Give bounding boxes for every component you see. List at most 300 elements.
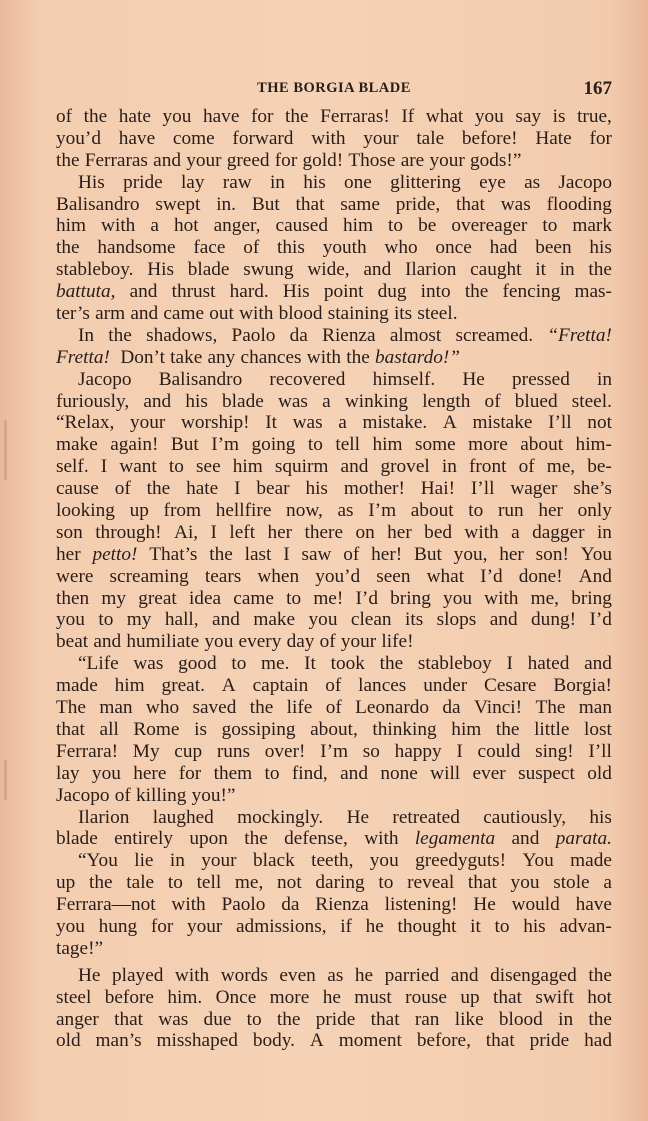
word: The — [535, 697, 566, 719]
word: that — [295, 193, 325, 215]
word: screaming — [109, 565, 189, 587]
word: body. — [252, 1030, 295, 1052]
word: your — [363, 127, 399, 149]
word: steel — [56, 986, 92, 1008]
text-line — [56, 807, 612, 829]
word: the — [56, 149, 80, 171]
word: the — [83, 106, 108, 127]
text-line — [56, 522, 612, 544]
word: that — [114, 1008, 144, 1030]
word: tale — [126, 872, 155, 894]
word: when — [257, 565, 300, 587]
word: with — [239, 303, 274, 325]
word: his — [305, 478, 328, 500]
word: blued — [514, 390, 558, 412]
word: her — [387, 521, 412, 543]
word: Those — [348, 149, 396, 171]
word: old — [587, 762, 612, 784]
word: in — [269, 171, 285, 193]
word: a — [338, 412, 347, 434]
word: He — [462, 368, 485, 390]
word: was — [292, 412, 323, 434]
word: your — [340, 631, 377, 653]
word: point — [323, 281, 364, 303]
word: like — [454, 1008, 484, 1030]
word: little — [534, 718, 570, 740]
word: due — [203, 1008, 232, 1030]
word: steel. — [417, 303, 458, 325]
word: you — [369, 850, 399, 872]
word: moment — [338, 1030, 402, 1052]
word: me, — [546, 456, 576, 478]
word: I’ll — [588, 740, 612, 762]
word: blade — [187, 259, 230, 281]
word: I — [234, 478, 241, 500]
word: you — [56, 915, 85, 937]
word: his — [523, 915, 546, 937]
word: with — [464, 521, 499, 543]
word: you — [443, 587, 472, 609]
text-line — [56, 588, 612, 610]
word: pride, — [395, 193, 441, 215]
word: him. — [167, 986, 203, 1008]
word: him — [56, 215, 86, 237]
word: words — [220, 964, 268, 986]
word: great — [138, 587, 177, 609]
word: “Life — [78, 653, 119, 675]
word: make — [56, 434, 98, 456]
word: Hate — [535, 127, 572, 149]
word: But — [414, 543, 442, 565]
word: and — [130, 303, 159, 325]
word: have — [202, 106, 240, 127]
word: not — [587, 412, 612, 434]
word: fencing — [502, 281, 561, 303]
word: retreated — [392, 806, 460, 828]
word: here — [133, 762, 167, 784]
word: so — [362, 740, 380, 762]
word: chances — [240, 346, 302, 368]
word: shadows, — [146, 324, 218, 346]
word: Leonardo — [355, 697, 430, 719]
word: entirely — [114, 828, 173, 850]
word: gossiping — [221, 718, 296, 740]
text-line — [56, 259, 612, 281]
word: you’d — [315, 565, 361, 587]
word: Ai, — [174, 521, 199, 543]
word: and — [93, 631, 122, 653]
word: wide, — [307, 259, 350, 281]
word: in — [597, 368, 612, 390]
word: of — [343, 543, 360, 565]
word: that — [467, 872, 497, 894]
word: swift — [535, 986, 574, 1008]
word: about — [410, 500, 454, 522]
text-line — [56, 566, 612, 588]
word: stableboy — [417, 653, 492, 675]
word: that — [456, 193, 485, 215]
word: mas- — [574, 281, 612, 303]
word: to — [98, 609, 114, 631]
word: come — [172, 127, 215, 149]
word: good — [178, 653, 217, 675]
word: I’m — [320, 740, 348, 762]
word: me. — [261, 653, 290, 675]
word: suspect — [518, 762, 575, 784]
word: screamed. — [455, 324, 534, 346]
word: man — [99, 697, 133, 719]
word: her — [267, 521, 293, 543]
word: that — [56, 718, 85, 740]
word: your — [186, 915, 223, 937]
word: But — [170, 434, 199, 456]
word: this — [277, 237, 305, 259]
word: swung — [243, 259, 294, 281]
word: that — [485, 1030, 515, 1052]
text-line — [56, 281, 612, 303]
word: be — [418, 215, 437, 237]
word: happy — [394, 740, 442, 762]
word: forward — [232, 127, 294, 149]
text-line — [56, 544, 612, 566]
word: is — [552, 106, 566, 127]
word: true, — [577, 106, 612, 127]
text-line — [56, 653, 612, 675]
word: be- — [587, 456, 612, 478]
word: tears — [204, 565, 242, 587]
word: greed — [226, 149, 270, 171]
text-line — [56, 412, 612, 434]
word: must — [354, 986, 392, 1008]
word: been — [535, 237, 572, 259]
word: a — [603, 872, 612, 894]
word: Rienza — [322, 324, 376, 346]
word: then — [56, 587, 90, 609]
text-line — [56, 194, 612, 216]
word: the — [244, 828, 268, 850]
word: that — [493, 986, 522, 1008]
word: I’d — [589, 609, 612, 631]
word: to — [246, 1008, 262, 1030]
word: sing! — [535, 740, 574, 762]
word: mark — [572, 215, 612, 237]
word: some — [414, 434, 456, 456]
text-line — [56, 916, 612, 938]
word: the — [285, 106, 309, 127]
word: It — [304, 653, 316, 675]
word: of — [518, 456, 535, 478]
word: bring — [390, 587, 431, 609]
word: lay — [56, 762, 80, 784]
word: teeth, — [311, 850, 354, 872]
text-line — [56, 434, 612, 456]
text-line — [56, 369, 612, 391]
word: I’d — [355, 587, 378, 609]
word: In — [78, 324, 95, 346]
word: was — [500, 193, 531, 215]
word: A — [221, 675, 236, 697]
word: with — [364, 828, 399, 850]
word: made — [56, 675, 98, 697]
word: and — [584, 653, 612, 675]
word: you’d — [56, 127, 101, 149]
word: of — [243, 237, 260, 259]
word: battuta, — [56, 281, 116, 303]
word: same — [340, 193, 380, 215]
word: eye — [479, 171, 506, 193]
word: handsome — [97, 237, 176, 259]
word: as — [337, 500, 354, 522]
word: who — [145, 697, 180, 719]
word: him — [114, 675, 145, 697]
word: Ferrara! — [56, 740, 119, 762]
word: disengaged — [490, 964, 577, 986]
word: that — [370, 1008, 400, 1030]
word: He — [473, 894, 496, 916]
word: Fretta! — [56, 346, 110, 368]
word: Balisandro — [56, 193, 140, 215]
word: blood — [498, 1008, 543, 1030]
word: in — [441, 456, 457, 478]
word: his — [589, 806, 612, 828]
word: to — [168, 456, 184, 478]
word: daring — [315, 872, 365, 894]
word: him- — [575, 434, 612, 456]
word: a — [150, 215, 159, 237]
text-line — [56, 850, 612, 872]
word: came — [233, 587, 274, 609]
word: hot — [173, 215, 199, 237]
word: gold! — [302, 149, 344, 171]
word: with — [306, 346, 342, 368]
word: “You — [78, 850, 118, 872]
body-text — [56, 106, 612, 1052]
word: for — [178, 762, 202, 784]
word: self. — [56, 456, 89, 478]
word: the — [379, 653, 404, 675]
word: with — [484, 587, 519, 609]
word: what — [425, 106, 464, 127]
word: I — [210, 521, 217, 543]
word: its — [393, 303, 413, 325]
word: for — [589, 127, 612, 149]
word: clean — [350, 609, 392, 631]
word: and — [129, 281, 158, 303]
word: A — [442, 412, 457, 434]
word: before! — [461, 127, 518, 149]
word: with — [311, 127, 346, 149]
word: could — [477, 740, 521, 762]
word: to — [231, 653, 247, 675]
word: have — [118, 127, 156, 149]
word: his — [303, 171, 326, 193]
word: Jacopo — [558, 171, 612, 193]
word: But — [251, 193, 280, 215]
word: will — [430, 762, 461, 784]
word: reveal — [407, 872, 455, 894]
word: played — [112, 964, 164, 986]
word: his — [589, 237, 612, 259]
word: left — [229, 521, 256, 543]
word: lay — [180, 171, 205, 193]
word: glittering — [390, 171, 461, 193]
word: mockingly. — [237, 806, 324, 828]
word: to — [264, 762, 280, 784]
word: looking — [56, 500, 115, 522]
word: laughed — [152, 806, 214, 828]
word: I — [506, 653, 513, 675]
word: Vinci! — [473, 697, 523, 719]
text-line — [56, 347, 612, 369]
word: to — [542, 215, 558, 237]
word: Balisandro — [158, 368, 243, 390]
word: “Relax, — [56, 412, 115, 434]
word: took — [330, 653, 365, 675]
word: da — [289, 324, 308, 346]
word: pride — [315, 1008, 356, 1030]
word: Hai! — [420, 478, 456, 500]
word: was — [158, 1008, 189, 1030]
word: bastardo!” — [375, 346, 461, 368]
word: killing — [136, 784, 187, 806]
word: came — [163, 303, 205, 325]
word: take — [170, 346, 203, 368]
word: up — [56, 872, 76, 894]
word: from — [163, 500, 202, 522]
word: the — [108, 324, 132, 346]
word: and — [511, 828, 540, 850]
word: her — [538, 500, 563, 522]
word: over! — [264, 740, 306, 762]
word: anger, — [213, 215, 261, 237]
text-line — [56, 965, 612, 987]
word: arm — [95, 303, 126, 325]
word: misshaped — [156, 1030, 238, 1052]
word: she’s — [573, 478, 612, 500]
text-line — [56, 987, 612, 1009]
word: me! — [313, 587, 344, 609]
word: with — [174, 964, 210, 986]
word: great. — [161, 675, 205, 697]
word: only — [577, 500, 612, 522]
word: of — [56, 106, 73, 127]
word: overeager — [451, 215, 528, 237]
word: greedyguts! — [415, 850, 507, 872]
word: for — [274, 149, 298, 171]
text-line — [56, 1030, 612, 1052]
word: I’ll — [548, 412, 572, 434]
word: you — [510, 872, 540, 894]
word: cautiously, — [483, 806, 567, 828]
word: parata. — [555, 828, 612, 850]
word: Rienza — [315, 894, 369, 916]
word: not — [277, 872, 302, 894]
word: That’s — [149, 543, 198, 565]
word: slops — [436, 609, 477, 631]
word: the — [588, 1008, 612, 1030]
word: I — [100, 456, 108, 478]
text-line — [56, 325, 612, 347]
word: almost — [389, 324, 442, 346]
word: If — [401, 106, 415, 127]
word: and — [212, 609, 240, 631]
word: him — [451, 718, 482, 740]
word: black — [252, 850, 295, 872]
word: with — [171, 894, 206, 916]
word: I — [283, 543, 290, 565]
word: I’d — [480, 565, 503, 587]
word: saved — [192, 697, 237, 719]
word: He — [346, 806, 370, 828]
word: he — [354, 964, 374, 986]
word: ever — [472, 762, 506, 784]
edge-smudge — [4, 760, 7, 800]
word: none — [380, 762, 418, 784]
text-line — [56, 938, 612, 960]
word: upon — [189, 828, 228, 850]
word: her — [499, 543, 524, 565]
word: to — [494, 915, 510, 937]
word: have — [575, 894, 612, 916]
word: in — [596, 521, 612, 543]
text-line — [56, 303, 612, 325]
word: see — [196, 456, 221, 478]
word: for — [150, 915, 174, 937]
word: recovered — [269, 368, 346, 390]
word: cup — [174, 740, 203, 762]
edge-smudge — [4, 420, 7, 480]
word: hellfire — [215, 500, 272, 522]
word: as — [524, 171, 541, 193]
word: you!” — [191, 784, 236, 806]
word: her — [56, 543, 81, 565]
word: you — [204, 631, 234, 653]
word: winking — [344, 390, 409, 412]
word: there — [304, 521, 344, 543]
word: life! — [381, 631, 414, 653]
word: and — [450, 964, 479, 986]
word: Ferraras! — [320, 106, 390, 127]
word: in — [559, 259, 575, 281]
word: grovel — [380, 456, 430, 478]
word: in. — [216, 193, 237, 215]
word: my — [101, 587, 127, 609]
text-line — [56, 391, 612, 413]
word: idea — [188, 587, 222, 609]
text-line — [56, 631, 612, 653]
word: dagger — [532, 521, 585, 543]
word: thinking — [372, 718, 437, 740]
word: His — [147, 259, 174, 281]
word: the — [146, 478, 171, 500]
word: tell — [196, 872, 222, 894]
word: to — [468, 500, 484, 522]
word: face — [193, 237, 226, 259]
word: is — [194, 718, 207, 740]
word: he — [365, 915, 384, 937]
word: himself. — [372, 368, 436, 390]
text-line — [56, 456, 612, 478]
word: I — [456, 740, 463, 762]
word: dung! — [531, 609, 577, 631]
word: and — [143, 390, 172, 412]
word: squirm — [274, 456, 329, 478]
word: you — [56, 609, 85, 631]
word: of — [114, 478, 131, 500]
word: made — [570, 850, 612, 872]
word: are — [400, 149, 425, 171]
word: done! — [518, 565, 563, 587]
